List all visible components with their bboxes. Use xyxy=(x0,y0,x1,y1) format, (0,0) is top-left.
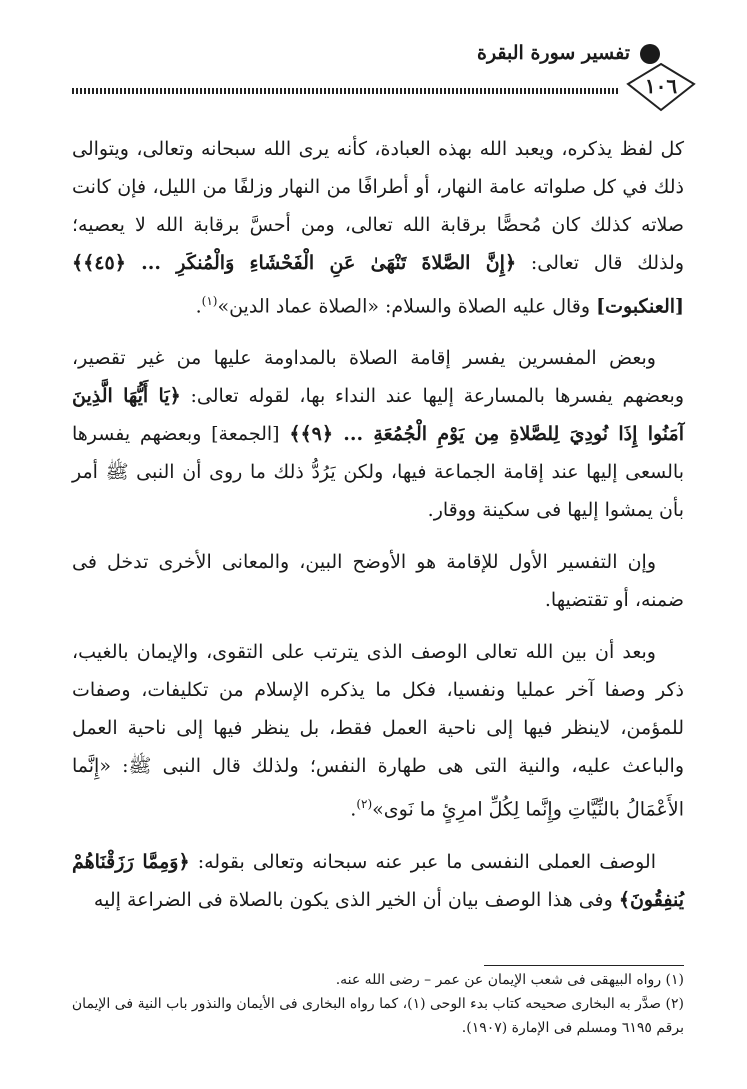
main-text xyxy=(72,130,684,933)
running-title: تفسير سورة البقرة xyxy=(476,42,630,64)
page-number-badge xyxy=(626,62,696,112)
quran-verse: ﴿إِنَّ الصَّلاةَ تَنْهَىٰ عَنِ الْفَحْشَاءِ وَالْمُنكَرِ ... ﴿٤٥﴾﴾ xyxy=(72,252,517,274)
footnote-divider xyxy=(484,965,684,966)
footnote-2: (٢) صدَّر به البخارى صحيحه كتاب بدء الوحى (١)، كما رواه البخارى فى الأيمان والنذور باب النية فى الإيمان برقم ٦١٩٥ ومسلم فى الإمارة (١٩٠٧). xyxy=(71,996,684,1036)
paragraph-3: وإن التفسير الأول للإقامة هو الأوضح البين، والمعانى الأخرى تدخل فى ضمنه، أو تقتضيها. xyxy=(72,551,684,612)
quran-verse: ﴿يَا أَيُّهَا الَّذِينَ آمَنُوا إِذَا نُودِيَ لِلصَّلاةِ مِن يَوْمِ الْجُمُعَةِ ... ﴿٩﴾﴾ xyxy=(72,385,684,446)
footnote-marker: (١) xyxy=(201,294,218,308)
paragraph-4: وبعد أن بين الله تعالى الوصف الذى يترتب على التقوى، والإيمان بالغيب، ذكر وصفا آخر عمليا ونفسيا، فكل ما يذكره الإسلام من تكليفات، وصفات للمؤمن، لاينظر فيها إلى ناحية العمل فقط، بل ينظر فيها إلى ناحية العمل والباعث عليه، والنية التى هى طهارة النفس؛ ولذلك قال النبى ﷺ: «إِنَّما الأَعْمَالُ بالنِّيَّاتِ وإِنَّما لِكُلِّ امرِئٍ ما نَوى»$^{(٢)}$. xyxy=(72,641,684,821)
page-number: ١٠٦ xyxy=(644,74,678,98)
verse-reference: [العنكبوت] xyxy=(596,295,684,318)
header-rule xyxy=(72,88,620,94)
paragraph-1: كل لفظ يذكره، ويعبد الله بهذه العبادة، كأنه يرى الله سبحانه وتعالى، ويتوالى ذلك في كل صلواته عامة النهار، أو أطرافًا من النهار وزلفًا من الليل، فإن كانت صلاته كذلك كان مُحصًّا برقابة الله تعالى، ومن أحسَّ برقابة الله لا يعصيه؛ ولذلك قال تعالى: ﴿إِنَّ الصَّلاةَ تَنْهَىٰ عَنِ الْفَحْشَاءِ وَالْمُنكَرِ ... ﴿٤٥﴾﴾ [العنكبوت] وقال عليه الصلاة والسلام: «الصلاة عماد الدين»$^{(١)}$. xyxy=(72,138,685,318)
paragraph-2: وبعض المفسرين يفسر إقامة الصلاة بالمداومة عليها من غير تقصير، وبعضهم يفسرها بالمسارعة إليها عند النداء بها، لقوله تعالى: ﴿يَا أَيُّهَا الَّذِينَ آمَنُوا إِذَا نُودِيَ لِلصَّلاةِ مِن يَوْمِ الْجُمُعَةِ ... ﴿٩﴾﴾ [الجمعة] وبعضهم يفسرها بالسعى إليها عند إقامة الجماعة فيها، ولكن يَرُدُّ ذلك ما روى أن النبى ﷺ أمر بأن يمشوا إليها فى سكينة ووقار. xyxy=(72,347,684,522)
footnote-marker: (٢) xyxy=(356,797,373,812)
paragraph-5: الوصف العملى النفسى ما عبر عنه سبحانه وتعالى بقوله: ﴿وَمِمَّا رَزَقْنَاهُمْ يُنفِقُونَ﴾ وفى هذا الوصف بيان أن الخير الذى يكون بالصلاة فى الضراعة إليه xyxy=(72,850,684,911)
footnote-1: (١) رواه البيهقى فى شعب الإيمان عن عمر – رضى الله عنه. xyxy=(335,972,684,988)
ornament-icon xyxy=(640,44,660,64)
page-header xyxy=(70,36,690,76)
quran-verse: ﴿وَمِمَّا رَزَقْنَاهُمْ يُنفِقُونَ﴾ xyxy=(72,850,684,911)
footnotes xyxy=(60,968,684,1040)
